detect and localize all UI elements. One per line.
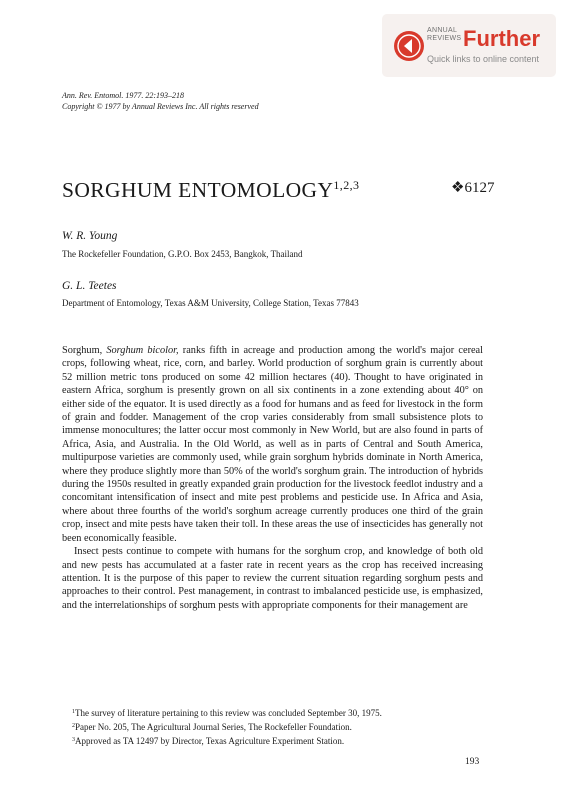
footnote-mark: 1: [72, 709, 75, 715]
footnotes: [62, 706, 382, 748]
author-name: G. L. Teetes: [62, 280, 117, 292]
footnote-text: Approved as TA 12497 by Director, Texas Agriculture Experiment Station.: [75, 736, 345, 746]
body-paragraph: [62, 344, 483, 545]
body-paragraph: Insect pests continue to compete with humans for the sorghum crop, and knowledge of both old and new pests has accumulated at a faster rate in recent years as the crop has received increasing attention. It is the purpose of this paper to review the current situation regarding sorghum pests and approaches to their control. Pest management, in contrast to imbalanced pesticide use, is emphasized, and the interrelationships of sorghum pests with appropriate components for their management are: [62, 546, 483, 611]
banner-reviews: REVIEWS: [427, 35, 462, 42]
footnote: [62, 706, 382, 720]
footnote: [62, 720, 382, 734]
further-banner[interactable]: [382, 14, 556, 77]
banner-word: Further: [463, 26, 540, 51]
journal-header: [62, 90, 259, 112]
author-affiliation: The Rockefeller Foundation, G.P.O. Box 2453, Bangkok, Thailand: [62, 249, 303, 259]
footnote-mark: 3: [72, 737, 75, 743]
footnote: [62, 734, 382, 748]
banner-annual: ANNUAL: [427, 27, 458, 34]
banner-brand: [427, 26, 540, 51]
title-text: SORGHUM ENTOMOLOGY: [62, 178, 334, 202]
footnote-mark: 2: [72, 723, 75, 729]
title-footnote-marks: 1,2,3: [333, 178, 360, 192]
body-text-run: Sorghum,: [62, 345, 107, 356]
article-code: ❖6127: [451, 180, 495, 196]
article-body: [62, 344, 483, 612]
article-title: [62, 172, 359, 203]
page-number: 193: [465, 757, 480, 767]
citation: Ann. Rev. Entomol. 1977. 22:193–218: [62, 91, 185, 100]
banner-subtitle: Quick links to online content: [427, 54, 540, 64]
footnote-text: Paper No. 205, The Agricultural Journal Series, The Rockefeller Foundation.: [75, 722, 352, 732]
body-text-run: ranks fifth in acreage and production among the world's major cereal crops, following wheat, rice, corn, and barley. World production of sorghum grain is currently about 52 million metric tons produced on some 42 million hectares (40). Thought to have originated in eastern Africa, sorghum is presently grown on all six continents in a zone extending about 40° on either side of the equator. It is used directly as a food for humans and as feed for livestock in the form of grain and fodder. Management of the crop varies considerably from small subsistence plots to immense monocultures; the latter occur most commonly in New World, but are also found in parts of Africa, Asia, and Australia. In the Old World, as well as in parts of Central and South America, multipurpose varieties are commonly used, while grain sorghum hybrids dominate in North America, where they produce slightly more than 50% of the world's sorghum grain. The introduction of hybrids during the 1950s resulted in greatly expanded grain production for the livestock feedlot industry and a concomitant intensification of insect and mite pest problems and pesticide use. In Africa and Asia, where about three fourths of the world's sorghum acreage currently produces one third of the grain crop, insect and mite pests have taken their toll. In these areas the use of insecticides has generally not been economically feasible.: [62, 345, 483, 544]
author-affiliation: Department of Entomology, Texas A&M University, College Station, Texas 77843: [62, 298, 359, 308]
footnote-text: The survey of literature pertaining to this review was concluded September 30, 1975.: [75, 708, 382, 718]
copyright: Copyright © 1977 by Annual Reviews Inc. All rights reserved: [62, 102, 259, 111]
author-name: W. R. Young: [62, 230, 118, 242]
arrow-circle-icon: [392, 29, 426, 63]
species-name: Sorghum bicolor,: [106, 345, 179, 356]
